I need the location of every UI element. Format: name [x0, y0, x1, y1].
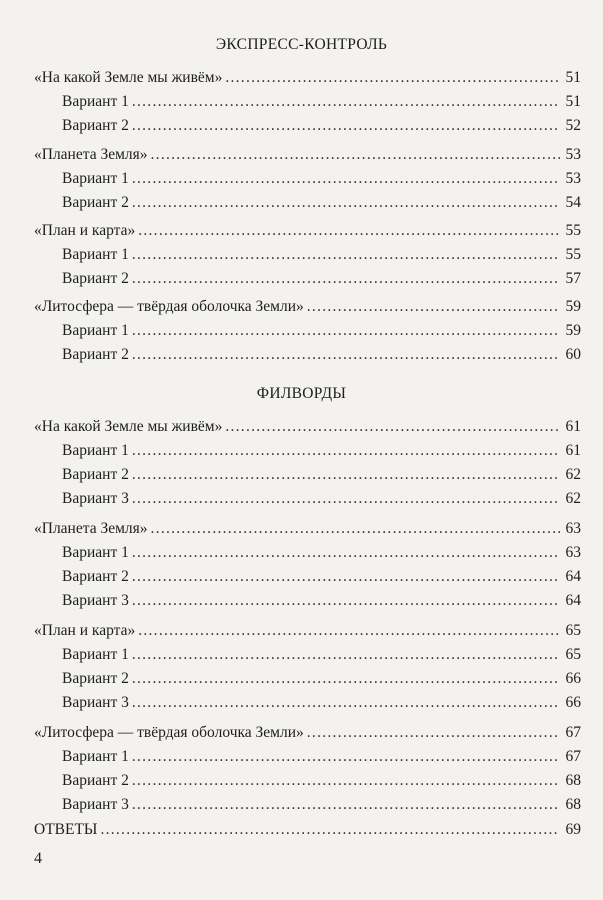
- toc-entry[interactable]: [62, 669, 581, 689]
- toc-entry-page: 51: [565, 93, 581, 110]
- toc-entry-page: 68: [565, 772, 581, 789]
- dot-leader: [225, 68, 560, 88]
- toc-entry[interactable]: [62, 567, 581, 587]
- dot-leader: [307, 723, 560, 743]
- toc-entry[interactable]: [34, 723, 581, 743]
- toc-entry-label: Вариант 1: [62, 322, 129, 339]
- toc-entry[interactable]: [62, 543, 581, 563]
- dot-leader: [132, 771, 560, 791]
- dot-leader: [132, 669, 560, 689]
- page-number: 4: [34, 850, 42, 867]
- toc-entry-page: 62: [565, 490, 581, 507]
- toc-entry-label: Вариант 1: [62, 748, 129, 765]
- toc-entry[interactable]: [34, 68, 581, 88]
- toc-entry[interactable]: [62, 771, 581, 791]
- toc-entry-page: 65: [565, 646, 581, 663]
- dot-leader: [132, 345, 560, 365]
- dot-leader: [307, 297, 560, 317]
- toc-entry[interactable]: [62, 489, 581, 509]
- dot-leader: [132, 269, 560, 289]
- toc-entry-label: «План и карта»: [34, 222, 136, 239]
- dot-leader: [138, 621, 560, 641]
- dot-leader: [132, 321, 560, 341]
- dot-leader: [132, 465, 560, 485]
- toc-entry-label: Вариант 3: [62, 490, 129, 507]
- dot-leader: [132, 645, 560, 665]
- toc-entry[interactable]: [62, 795, 581, 815]
- toc-entry-label: Вариант 3: [62, 694, 129, 711]
- toc-entry-label: Вариант 2: [62, 117, 129, 134]
- dot-leader: [132, 567, 560, 587]
- toc-entry-label: Вариант 3: [62, 592, 129, 609]
- dot-leader: [132, 795, 560, 815]
- toc-entry-label: Вариант 1: [62, 170, 129, 187]
- toc-entry-page: 53: [565, 170, 581, 187]
- toc-entry-label: Вариант 2: [62, 772, 129, 789]
- toc-entry[interactable]: [34, 297, 581, 317]
- toc-entry-page: 54: [565, 194, 581, 211]
- toc-entry[interactable]: [34, 145, 581, 165]
- section-title-filwords: ФИЛВОРДЫ: [256, 385, 347, 402]
- toc-entry-page: 65: [565, 622, 581, 639]
- toc-entry-page: 59: [565, 322, 581, 339]
- dot-leader: [132, 591, 560, 611]
- toc-entry-page: 52: [565, 117, 581, 134]
- toc-entry-label: Вариант 1: [62, 544, 129, 561]
- toc-entry-label: Вариант 1: [62, 442, 129, 459]
- toc-entry[interactable]: [62, 345, 581, 365]
- dot-leader: [132, 441, 560, 461]
- toc-entry-label: «Литосфера — твёрдая оболочка Земли»: [34, 724, 304, 741]
- toc-entry[interactable]: [62, 169, 581, 189]
- toc-entry-page: 53: [565, 146, 581, 163]
- toc-entry-page: 64: [565, 592, 581, 609]
- toc-entry[interactable]: [62, 92, 581, 112]
- toc-entry[interactable]: [62, 269, 581, 289]
- toc-entry-page: 61: [565, 418, 581, 435]
- toc-entry-page: 66: [565, 694, 581, 711]
- toc-entry-label: Вариант 1: [62, 246, 129, 263]
- toc-entry-label: «Литосфера — твёрдая оболочка Земли»: [34, 298, 304, 315]
- toc-entry-label: Вариант 2: [62, 466, 129, 483]
- toc-entry-page: 61: [565, 442, 581, 459]
- toc-entry-page: 67: [565, 724, 581, 741]
- toc-entry-label: «На какой Земле мы живём»: [34, 69, 223, 86]
- toc-entry-label: Вариант 2: [62, 568, 129, 585]
- toc-entry[interactable]: [62, 465, 581, 485]
- toc-entry-label: Вариант 3: [62, 796, 129, 813]
- dot-leader: [132, 693, 560, 713]
- toc-entry[interactable]: [34, 621, 581, 641]
- toc-entry-label: Вариант 1: [62, 646, 129, 663]
- toc-entry[interactable]: [34, 417, 581, 437]
- toc-entry-page: 51: [565, 69, 581, 86]
- toc-entry-page: 63: [565, 520, 581, 537]
- toc-entry[interactable]: [62, 441, 581, 461]
- toc-entry-answers[interactable]: [34, 820, 581, 840]
- toc-entry-page: 55: [565, 246, 581, 263]
- dot-leader: [132, 747, 560, 767]
- dot-leader: [151, 519, 560, 539]
- toc-entry[interactable]: [62, 116, 581, 136]
- dot-leader: [132, 116, 560, 136]
- toc-entry-page: 67: [565, 748, 581, 765]
- dot-leader: [132, 489, 560, 509]
- toc-entry-page: 60: [565, 346, 581, 363]
- toc-entry[interactable]: [34, 221, 581, 241]
- toc-entry-page: 63: [565, 544, 581, 561]
- toc-entry-page: 64: [565, 568, 581, 585]
- dot-leader: [132, 92, 560, 112]
- toc-entry-page: 59: [565, 298, 581, 315]
- dot-leader: [132, 193, 560, 213]
- toc-entry[interactable]: [62, 193, 581, 213]
- toc-entry[interactable]: [34, 519, 581, 539]
- toc-entry-label: «План и карта»: [34, 622, 136, 639]
- toc-entry-page: 62: [565, 466, 581, 483]
- toc-entry[interactable]: [62, 245, 581, 265]
- toc-entry[interactable]: [62, 747, 581, 767]
- toc-entry-label: Вариант 2: [62, 194, 129, 211]
- dot-leader: [151, 145, 560, 165]
- toc-entry-page: 57: [565, 270, 581, 287]
- toc-entry-page: 68: [565, 796, 581, 813]
- toc-entry[interactable]: [62, 693, 581, 713]
- toc-entry-label: «Планета Земля»: [34, 520, 148, 537]
- toc-entry-label: ОТВЕТЫ: [34, 821, 98, 838]
- dot-leader: [225, 417, 560, 437]
- toc-entry-page: 66: [565, 670, 581, 687]
- toc-entry-label: «На какой Земле мы живём»: [34, 418, 223, 435]
- dot-leader: [132, 169, 560, 189]
- dot-leader: [132, 245, 560, 265]
- toc-entry-label: Вариант 2: [62, 346, 129, 363]
- toc-entry[interactable]: [62, 321, 581, 341]
- dot-leader: [138, 221, 560, 241]
- toc-entry[interactable]: [62, 645, 581, 665]
- toc-entry-label: «Планета Земля»: [34, 146, 148, 163]
- dot-leader: [132, 543, 560, 563]
- toc-entry-label: Вариант 1: [62, 93, 129, 110]
- section-title-express-control: ЭКСПРЕСС-КОНТРОЛЬ: [215, 36, 388, 53]
- dot-leader: [100, 820, 560, 840]
- toc-entry-page: 69: [565, 821, 581, 838]
- toc-entry-label: Вариант 2: [62, 270, 129, 287]
- toc-entry-label: Вариант 2: [62, 670, 129, 687]
- toc-entry[interactable]: [62, 591, 581, 611]
- toc-entry-page: 55: [565, 222, 581, 239]
